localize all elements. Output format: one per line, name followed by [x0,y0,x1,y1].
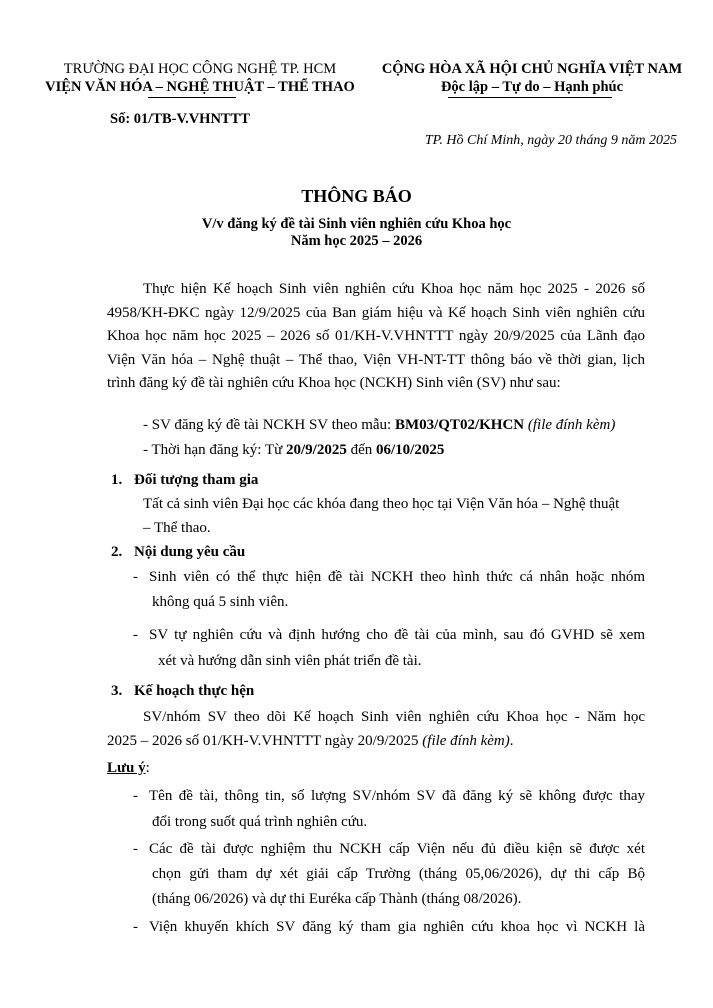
note-heading [107,760,150,777]
note-bullet-1-a: Tên đề tài, thông tin, số lượng SV/nhóm SV đã đăng ký sẽ không được thay [149,788,645,804]
plan-period: . [509,733,514,749]
deadline-from: 20/9/2025 [286,442,347,458]
section-1-text-b: – Thể thao. [143,520,211,536]
country-name: CỘNG HÒA XÃ HỘI CHỦ NGHĨA VIỆT NAM [381,61,683,77]
intro-deadline-line [143,442,444,459]
section-1-title: Đối tượng tham gia [134,472,259,488]
document-subject: V/v đăng ký đề tài Sinh viên nghiên cứu Khoa học [201,216,512,232]
note-bullet-3-a: Viện khuyến khích SV đăng ký tham gia nghiên cứu khoa học vì NCKH là [149,919,645,935]
bullet-dash: - [133,627,138,643]
form-note: (file đính kèm) [524,417,616,433]
section-2-bullet-1-b: không quá 5 sinh viên. [152,594,289,610]
section-2-number: 2. [111,544,123,560]
form-line-prefix: - SV đăng ký đề tài NCKH SV theo mẫu: [143,417,395,433]
section-3-number: 3. [111,683,123,699]
note-bullet-2-b: chọn gửi tham dự xét giải cấp Trường (tháng 05,06/2026), dự thi cấp Bộ [152,866,645,882]
section-3-text-b [107,733,514,750]
place-date: TP. Hồ Chí Minh, ngày 20 tháng 9 năm 2025 [424,133,677,148]
plan-attachment-note: (file đính kèm) [422,733,510,749]
deadline-prefix: - Thời hạn đăng ký: Từ [143,442,286,458]
header-right-underline [448,97,612,98]
note-bullet-2-c: (tháng 06/2026) và dự thi Euréka cấp Thành (tháng 08/2026). [152,891,522,907]
deadline-mid: đến [346,442,377,458]
university-name: TRƯỜNG ĐẠI HỌC CÔNG NGHỆ TP. HCM [63,61,337,77]
header-left-underline [148,97,236,98]
note-label: Lưu ý [107,760,146,776]
deadline-to: 06/10/2025 [376,442,445,458]
plan-reference: 2025 – 2026 số 01/KH-V.VHNTTT ngày 20/9/2025 [107,733,423,749]
institution-header [30,60,370,96]
section-2-title: Nội dung yêu cầu [134,544,246,560]
section-3-title: Kế hoạch thực hện [134,683,255,699]
section-2-bullet-1-a: Sinh viên có thể thực hiện đề tài NCKH theo hình thức cá nhân hoặc nhóm [149,569,645,585]
document-title: THÔNG BÁO [301,186,412,206]
note-bullet-1-b: đổi trong suốt quá trình nghiên cứu. [152,814,368,830]
section-2-bullet-2-b: xét và hướng dẫn sinh viên phát triển đề tài. [158,653,422,669]
bullet-dash: - [133,569,138,585]
section-1-text-a: Tất cả sinh viên Đại học các khóa đang theo học tại Viện Văn hóa – Nghệ thuật [143,496,620,512]
form-code: BM03/QT02/KHCN [394,417,525,433]
section-3-text-a: SV/nhóm SV theo dõi Kế hoạch Sinh viên nghiên cứu Khoa học - Năm học [143,709,645,725]
bullet-dash: - [133,788,138,804]
document-number: Số: 01/TB-V.VHNTTT [110,111,250,127]
school-year: Năm học 2025 – 2026 [290,233,423,249]
section-2-bullet-2-a: SV tự nghiên cứu và định hướng cho đề tài của mình, sau đó GVHD sẽ xem [149,627,645,643]
section-1-number: 1. [111,472,123,488]
intro-form-line [143,417,615,434]
bullet-dash: - [133,919,138,935]
note-colon: : [145,760,150,776]
national-header [372,60,692,96]
institute-name: VIỆN VĂN HÓA – NGHỆ THUẬT – THỂ THAO [45,79,355,95]
national-motto: Độc lập – Tự do – Hạnh phúc [440,79,624,95]
note-bullet-2-a: Các đề tài được nghiệm thu NCKH cấp Viện nếu đủ điều kiện sẽ được xét [149,841,645,857]
bullet-dash: - [133,841,138,857]
intro-paragraph: Thực hiện Kế hoạch Sinh viên nghiên cứu Khoa học năm học 2025 - 2026 số 4958/KH-ĐKC ngày 12/9/2025 của Ban giám hiệu và Kế hoạch Sinh viên nghiên cứu Khoa học năm học 2025 – 2026 số 01/KH-V.VHNTTT ngày 20/9/2025 của Lãnh đạo Viện Văn hóa – Nghệ thuật – Thể thao, Viện VH-NT-TT thông báo về thời gian, lịch trình đăng ký đề tài nghiên cứu Khoa học (NCKH) Sinh viên (SV) như sau: [107,281,645,392]
